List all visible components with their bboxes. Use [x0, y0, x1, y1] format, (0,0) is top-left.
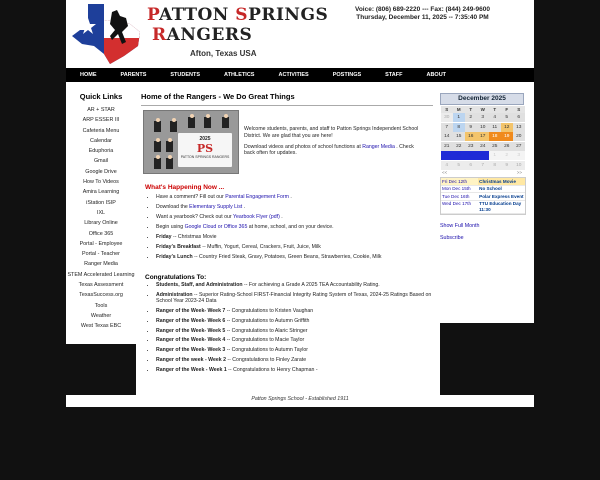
calendar-day[interactable]: 24 — [477, 142, 489, 151]
school-location: Afton, Texas USA — [190, 49, 257, 58]
quick-link-item[interactable]: West Texas EBC — [80, 323, 122, 330]
nav-postings[interactable]: POSTINGS — [332, 72, 362, 78]
phone-fax: Voice: (806) 689-2220 --- Fax: (844) 249-9600 — [354, 6, 490, 13]
quick-link-item[interactable]: TexasSuccess.org — [79, 292, 123, 299]
page-heading: Home of the Rangers - We Do Great Things — [141, 92, 433, 106]
whats-happening-item-text: -- Christmas Movie — [171, 234, 217, 240]
event-date: Wed Dec 17th — [442, 201, 472, 207]
calendar-day[interactable]: 14 — [441, 132, 453, 141]
quick-link-item[interactable]: STEM Accelerated Learning — [67, 271, 135, 278]
calendar-day[interactable]: 28 — [441, 151, 453, 160]
staff-portrait — [166, 158, 173, 169]
calendar-day[interactable]: 19 — [501, 132, 513, 141]
calendar-day[interactable]: 21 — [441, 142, 453, 151]
calendar-day[interactable]: 25 — [489, 142, 501, 151]
quick-link-item[interactable]: Library Online — [84, 220, 118, 227]
event-row[interactable] — [441, 178, 525, 186]
staff-portrait — [188, 117, 195, 128]
nav-home[interactable]: HOME — [80, 72, 97, 78]
calendar-day[interactable]: 15 — [453, 132, 465, 141]
whats-happening-item-text: . — [242, 204, 246, 210]
congratulations-item-text: -- Congratulations to Macie Taylor — [225, 337, 305, 344]
congratulations-item-label: Ranger of the Week- Week 4 — [156, 337, 226, 344]
event-date: Mon Dec 15th — [442, 186, 471, 192]
calendar-grid — [440, 105, 524, 170]
calendar-day[interactable]: 27 — [513, 142, 525, 151]
calendar-day[interactable]: 2 — [501, 151, 513, 160]
calendar-prev-button[interactable]: << — [442, 170, 448, 175]
calendar-day[interactable]: 3 — [513, 151, 525, 160]
congratulations-item-text: -- Congratulations to Alaric Stringer — [225, 327, 308, 334]
quick-link-item[interactable]: Tools — [94, 302, 108, 309]
whats-happening-item — [156, 252, 446, 262]
quick-link-item[interactable]: Weather — [90, 312, 112, 319]
quick-link-item[interactable]: AR + STAR — [87, 107, 115, 113]
staff-portrait — [154, 121, 161, 132]
calendar-day[interactable]: 17 — [477, 132, 489, 141]
whats-happening-item — [156, 232, 446, 242]
event-date: Tue Dec 16th — [442, 193, 470, 199]
main-content — [141, 82, 431, 402]
calendar-weekday: T — [489, 106, 501, 113]
congratulations-item — [156, 328, 446, 334]
quick-link-item[interactable]: Portal - Teacher — [82, 251, 120, 258]
whats-happening-item-label: Friday's Lunch — [156, 254, 193, 260]
footer: Patton Springs School - Established 1911 — [66, 395, 534, 407]
welcome-paragraph: Welcome students, parents, and staff to Patton Springs Independent School District. We are glad that you are here! — [244, 126, 419, 139]
congratulations-item-label: Ranger of the Week- Week 7 — [156, 307, 226, 314]
event-row[interactable] — [441, 193, 525, 201]
congratulations-item — [156, 347, 446, 353]
whats-happening-item — [156, 242, 446, 252]
subscribe-link[interactable]: Subscribe — [440, 234, 464, 241]
calendar-day[interactable]: 13 — [513, 123, 525, 132]
staff-portrait — [170, 121, 177, 132]
nav-about[interactable]: ABOUT — [426, 72, 447, 78]
calendar-day[interactable]: 4 — [489, 113, 501, 122]
event-title[interactable]: No School — [479, 186, 502, 192]
calendar-day[interactable]: 6 — [513, 113, 525, 122]
congratulations-item-text: -- Congratulations to Kristen Vaughan — [225, 307, 314, 314]
calendar-day[interactable]: 5 — [501, 113, 513, 122]
whats-happening-list — [141, 192, 446, 262]
whats-happening-item-label: Friday — [156, 234, 172, 240]
texas-flag-logo-icon — [70, 2, 145, 66]
calendar-day[interactable]: 29 — [453, 151, 465, 160]
calendar-day[interactable]: 11 — [489, 123, 501, 132]
congratulations-item-text: -- For achieving a Grade A 2025 TEA Accountability Rating. — [242, 282, 380, 288]
congratulations-item — [156, 282, 446, 288]
staff-portrait — [166, 141, 173, 152]
calendar-weekday: S — [513, 106, 525, 113]
calendar-day[interactable]: 22 — [453, 142, 465, 151]
congratulations-item-label: Ranger of the Week- Week 3 — [156, 347, 226, 354]
calendar-day[interactable]: 1 — [453, 113, 465, 122]
congratulations-item-text: -- Congratulations to Autumn Griffith — [225, 317, 310, 324]
contact-info — [355, 6, 490, 22]
congratulations-item — [156, 292, 446, 304]
whats-happening-item-text: -- Muffin, Yogurt, Cereal, Crackers, Fruit, Juice, Milk — [200, 244, 321, 250]
whats-happening-item-text: Have a comment? Fill out our — [156, 194, 226, 200]
calendar-weekday: M — [453, 106, 465, 113]
calendar-day[interactable]: 5 — [453, 161, 465, 170]
whats-happening-item — [156, 222, 446, 232]
congratulations-title: Congratulations To: — [145, 274, 207, 281]
calendar-weekday: S — [441, 106, 453, 113]
congratulations-item — [156, 318, 446, 324]
photo-year: 2025 — [199, 136, 211, 142]
photo-title-card — [178, 133, 232, 167]
calendar-weekday: F — [501, 106, 513, 113]
ranger-media-link[interactable]: Ranger Media — [362, 143, 395, 150]
event-date: Fri Dec 12th — [441, 178, 478, 185]
current-datetime: Thursday, December 11, 2025 -- 7:35:40 PM — [356, 14, 489, 21]
quick-link-item[interactable]: Cafeteria Menu — [82, 127, 120, 134]
congratulations-item — [156, 308, 446, 314]
main-nav — [66, 68, 534, 82]
calendar-day[interactable]: 4 — [441, 161, 453, 170]
calendar-day[interactable]: 6 — [465, 161, 477, 170]
show-full-month-link[interactable]: Show Full Month — [440, 222, 480, 229]
staff-portrait — [154, 158, 161, 169]
quick-link-item[interactable]: Ranger Media — [84, 261, 118, 268]
calendar-day[interactable]: 3 — [477, 113, 489, 122]
media-text-post: . Check back often for updates. — [244, 143, 414, 157]
media-paragraph — [244, 144, 424, 158]
calendar-day[interactable]: 9 — [465, 123, 477, 132]
calendar-day[interactable]: 2 — [465, 113, 477, 122]
calendar-day[interactable]: 10 — [477, 123, 489, 132]
calendar-nav — [440, 170, 524, 175]
quick-link-item[interactable]: Texas Assessment — [78, 282, 124, 289]
calendar-day[interactable]: 31 — [477, 151, 489, 160]
quick-link-item[interactable]: Gmail — [93, 158, 109, 165]
whats-happening-item-link[interactable]: Yearbook Flyer (pdf) — [233, 214, 280, 220]
welcome-text — [244, 126, 424, 161]
calendar-day[interactable]: 1 — [489, 151, 501, 160]
quick-links-title: Quick Links — [79, 92, 123, 101]
event-title[interactable]: Christmas Movie — [478, 178, 525, 185]
calendar-next-button[interactable]: >> — [516, 170, 522, 175]
calendar-day[interactable]: 7 — [477, 161, 489, 170]
whats-happening-item-text: . — [288, 194, 292, 200]
whats-happening-item-text: Begin using — [156, 224, 185, 230]
whats-happening-item-text: . — [279, 214, 283, 220]
staff-portrait — [154, 141, 161, 152]
photo-school-name: PATTON SPRINGS RANGERS — [180, 155, 230, 159]
calendar-day[interactable]: 20 — [513, 132, 525, 141]
quick-link-item[interactable]: How To Videos — [83, 179, 119, 186]
calendar-day[interactable]: 23 — [465, 142, 477, 151]
whats-happening-item-text: Want a yearbook? Check out our — [156, 214, 233, 220]
whats-happening-item-text: -- Country Fried Steak, Gravy, Potatoes, Green Beans, Strawberries, Cookie, Milk — [192, 254, 382, 260]
calendar-day[interactable]: 9 — [501, 161, 513, 170]
quick-link-item[interactable]: IXL — [96, 209, 106, 216]
congratulations-item-label: Ranger of the Week- Week 5 — [156, 327, 226, 334]
calendar-day[interactable]: 16 — [465, 132, 477, 141]
quick-link-item[interactable]: Office 365 — [88, 230, 114, 237]
calendar-links — [440, 223, 524, 241]
quick-link-item[interactable]: Calendar — [90, 137, 112, 144]
photo-initials: PS — [196, 142, 214, 155]
nav-parents[interactable]: PARENTS — [120, 72, 147, 78]
congratulations-item — [156, 357, 446, 363]
congratulations-item-label: Ranger of the Week - Week 1 — [156, 367, 227, 374]
background-panel — [66, 344, 136, 395]
background-panel — [440, 323, 534, 395]
whats-happening-item-link[interactable]: Google Cloud or Office 365 — [184, 224, 248, 230]
school-name-line1: PATTON SPRINGS — [147, 5, 329, 25]
staff-portrait — [204, 117, 211, 128]
congratulations-item-label: Ranger of the week - Week 2 — [156, 357, 226, 364]
event-title[interactable]: Polar Express Event — [479, 193, 524, 199]
event-title[interactable]: TTU Education Day 11:30 — [479, 201, 522, 212]
calendar-weekday: W — [477, 106, 489, 113]
nav-students[interactable]: STUDENTS — [170, 72, 201, 78]
whats-happening-item-text: at home, school, and on your device. — [247, 224, 334, 230]
nav-staff[interactable]: STAFF — [385, 72, 403, 78]
calendar-day[interactable]: 10 — [513, 161, 525, 170]
congratulations-list — [141, 282, 446, 377]
congratulations-item-label: Ranger of the Week- Week 6 — [156, 317, 226, 324]
congratulations-item-text: -- Superior Rating-School FIRST-Financial Integrity Rating System of Texas, 2024-25 Ratings Based on School Year 2023-24 Data — [156, 291, 432, 304]
media-text-pre: Download videos and photos of school functions at — [244, 143, 361, 150]
congratulations-item-label: Students, Staff, and Administration — [156, 282, 243, 288]
school-name-line2: RANGERS — [152, 25, 253, 45]
calendar-day[interactable]: 26 — [501, 142, 513, 151]
calendar-day[interactable]: 30 — [441, 113, 453, 122]
calendar-day[interactable]: 8 — [453, 123, 465, 132]
calendar-weekday: T — [465, 106, 477, 113]
calendar-day[interactable]: 18 — [489, 132, 501, 141]
congratulations-item-text: -- Congratulations to Finley Zarate — [225, 357, 307, 364]
whats-happening-item — [156, 202, 446, 212]
staff-group-photo[interactable] — [143, 110, 239, 174]
quick-link-item[interactable]: Portal - Employee — [79, 240, 123, 247]
quick-link-item[interactable]: iStation ISIP — [86, 199, 116, 206]
event-row[interactable] — [441, 201, 525, 214]
whats-happening-item-label: Friday's Breakfast — [156, 244, 201, 250]
quick-link-item[interactable]: Eduphoria — [88, 148, 114, 155]
nav-activities[interactable]: ACTIVITIES — [278, 72, 309, 78]
whats-happening-item-link[interactable]: Parental Engagement Form — [225, 194, 289, 200]
whats-happening-item — [156, 212, 446, 222]
congratulations-item-text: -- Congratulations to Autumn Taylor — [225, 347, 308, 354]
staff-portrait — [222, 117, 229, 128]
whats-happening-item-link[interactable]: Elementary Supply List — [189, 204, 243, 210]
school-logo[interactable] — [70, 2, 329, 66]
nav-athletics[interactable]: ATHLETICS — [224, 72, 255, 78]
quick-links-list — [66, 105, 136, 332]
whats-happening-item-text: Download the — [156, 204, 190, 210]
quick-link-item[interactable]: Google Drive — [85, 168, 117, 175]
congratulations-item-label: Administration — [156, 291, 193, 298]
calendar-day[interactable]: 7 — [441, 123, 453, 132]
calendar-month-title: December 2025 — [440, 93, 524, 105]
calendar-day[interactable]: 30 — [465, 151, 477, 160]
calendar-day[interactable]: 8 — [489, 161, 501, 170]
upcoming-events — [440, 177, 526, 215]
calendar-widget — [440, 93, 524, 247]
header — [66, 0, 534, 68]
congratulations-item — [156, 337, 446, 343]
quick-links-sidebar — [66, 82, 136, 340]
quick-link-item[interactable]: Amira Learning — [82, 189, 120, 196]
whats-happening-item — [156, 192, 446, 202]
whats-happening-title: What's Happening Now ... — [145, 184, 225, 191]
congratulations-item — [156, 367, 446, 373]
congratulations-item-text: -- Congratulations to Henry Chapman - — [226, 367, 318, 374]
quick-link-item[interactable]: ARP ESSER III — [82, 117, 120, 124]
calendar-day[interactable]: 12 — [501, 123, 513, 132]
event-row[interactable] — [441, 186, 525, 194]
